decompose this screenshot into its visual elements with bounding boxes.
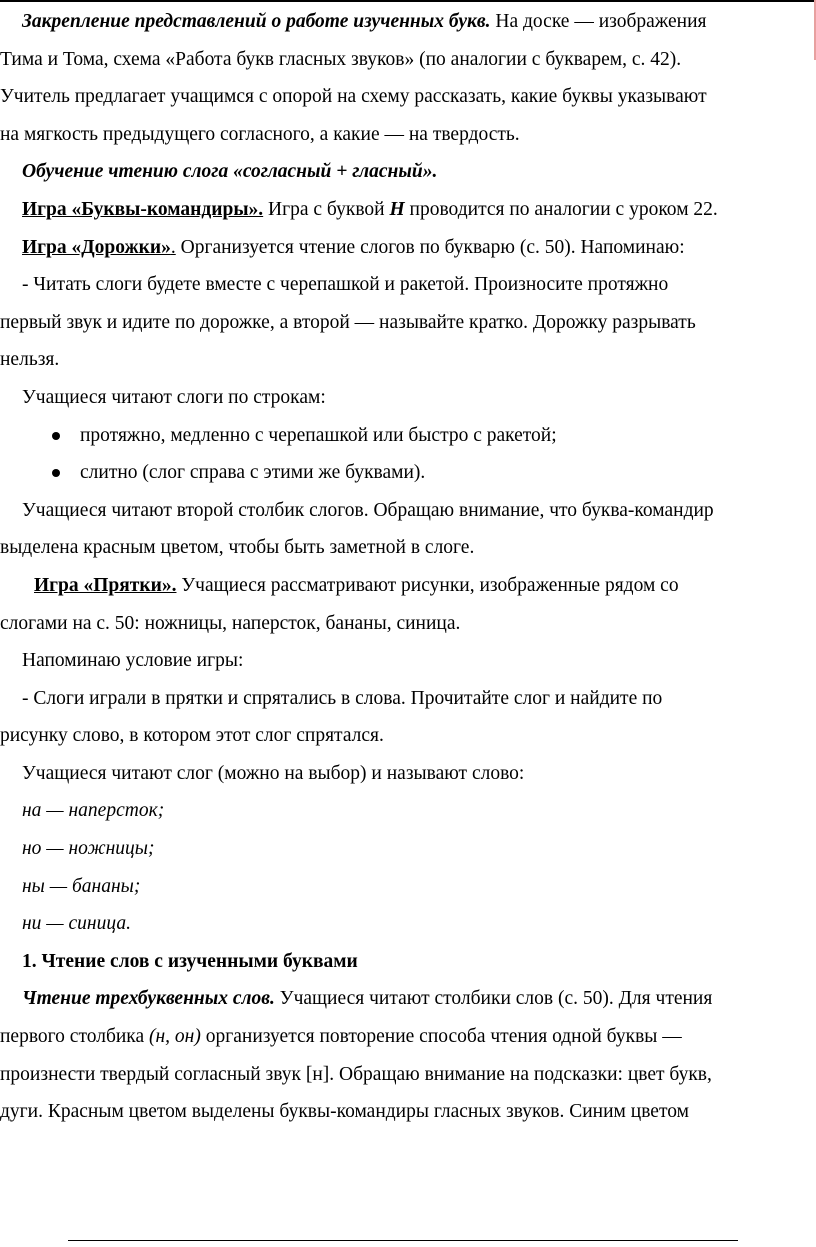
text-line: Напоминаю условие игры: xyxy=(22,650,244,672)
text-run: проводится по аналогии с уроком 22. xyxy=(404,198,718,220)
text-line: Учащиеся читают слог (можно на выбор) и называют слово: xyxy=(22,762,525,784)
text-line: Учитель предлагает учащимся с опорой на схему рассказать, какие буквы указывают xyxy=(0,86,707,108)
top-border-line xyxy=(0,0,816,2)
list-item-text: протяжно, медленно с черепашкой или быстро с ракетой; xyxy=(80,424,557,446)
text-run: Учащиеся читают столбики слов (с. 50). Для чтения xyxy=(274,988,713,1010)
text-line: слогами на с. 50: ножницы, наперсток, бананы, синица. xyxy=(0,612,461,634)
game-title: Игра «Прятки». xyxy=(34,574,177,596)
game-title: Игра «Буквы-командиры». xyxy=(22,198,264,220)
section-heading: 1. Чтение слов с изученными буквами xyxy=(22,950,358,972)
text-line: Учащиеся читают второй столбик слогов. Обращаю внимание, что буква-командир xyxy=(22,499,714,521)
bullet-icon xyxy=(52,469,60,477)
text-line: выделена красным цветом, чтобы быть заметной в слоге. xyxy=(0,537,475,559)
paragraph-game-letters xyxy=(0,191,814,229)
text-run: На доске — изображения xyxy=(490,11,707,32)
text-line: первый звук и идите по дорожке, а второй — называйте кратко. Дорожку разрывать xyxy=(0,311,696,333)
syllable-item: ни — синица. xyxy=(22,913,131,935)
text-line: - Читать слоги будете вместе с черепашкой и ракетой. Произносите протяжно xyxy=(22,274,669,296)
footer-line xyxy=(68,1240,738,1241)
syllable-item: ны — бананы; xyxy=(22,875,141,897)
text-run: Организуется чтение слогов по букварю (с. 50). Напоминаю: xyxy=(175,236,685,258)
letter-highlight: Н xyxy=(389,198,405,220)
text-run: Учащиеся рассматривают рисунки, изображенные рядом со xyxy=(176,574,679,596)
text-line: нельзя. xyxy=(0,349,60,371)
text-line: произнести твердый согласный звук [н]. Обращаю внимание на подсказки: цвет букв, xyxy=(0,1063,712,1085)
paragraph-game-hide xyxy=(0,567,814,605)
text-line xyxy=(0,1018,814,1056)
text-line: на мягкость предыдущего согласного, а какие — на твердость. xyxy=(0,123,520,145)
text-line: рисунку слово, в котором этот слог спрятался. xyxy=(0,725,384,747)
paragraph-three-letter-words xyxy=(0,980,814,1018)
document-body xyxy=(0,3,814,1131)
list-item xyxy=(0,417,814,455)
text-line: дуги. Красным цветом выделены буквы-командиры гласных звуков. Синим цветом xyxy=(0,1101,689,1123)
text-run: первого столбика xyxy=(0,1026,150,1048)
game-title: Игра «Дорожки» xyxy=(22,236,171,258)
text-run: организуется повторение способа чтения одной буквы — xyxy=(200,1026,682,1048)
text-run-italic: (н, он) xyxy=(149,1026,201,1048)
syllable-item: но — ножницы; xyxy=(22,838,155,860)
list-item xyxy=(0,454,814,492)
paragraph-reinforcement xyxy=(0,3,814,41)
text-line: Учащиеся читают слоги по строкам: xyxy=(22,386,326,408)
paragraph-lead: Закрепление представлений о работе изученных букв. xyxy=(22,11,491,32)
bullet-icon xyxy=(52,432,60,440)
text-run: . xyxy=(170,236,176,258)
list-item-text: слитно (слог справа с этими же буквами). xyxy=(80,462,426,484)
syllable-item: на — наперсток; xyxy=(22,800,165,822)
text-line: - Слоги играли в прятки и спрятались в слова. Прочитайте слог и найдите по xyxy=(22,687,663,709)
paragraph-game-paths xyxy=(0,229,814,267)
section-subtitle: Обучение чтению слога «согласный + гласный». xyxy=(22,161,438,183)
text-run: Игра с буквой xyxy=(263,198,390,220)
paragraph-lead: Чтение трехбуквенных слов. xyxy=(22,988,275,1010)
text-line: Тима и Тома, схема «Работа букв гласных звуков» (по аналогии с букварем, с. 42). xyxy=(0,48,682,70)
